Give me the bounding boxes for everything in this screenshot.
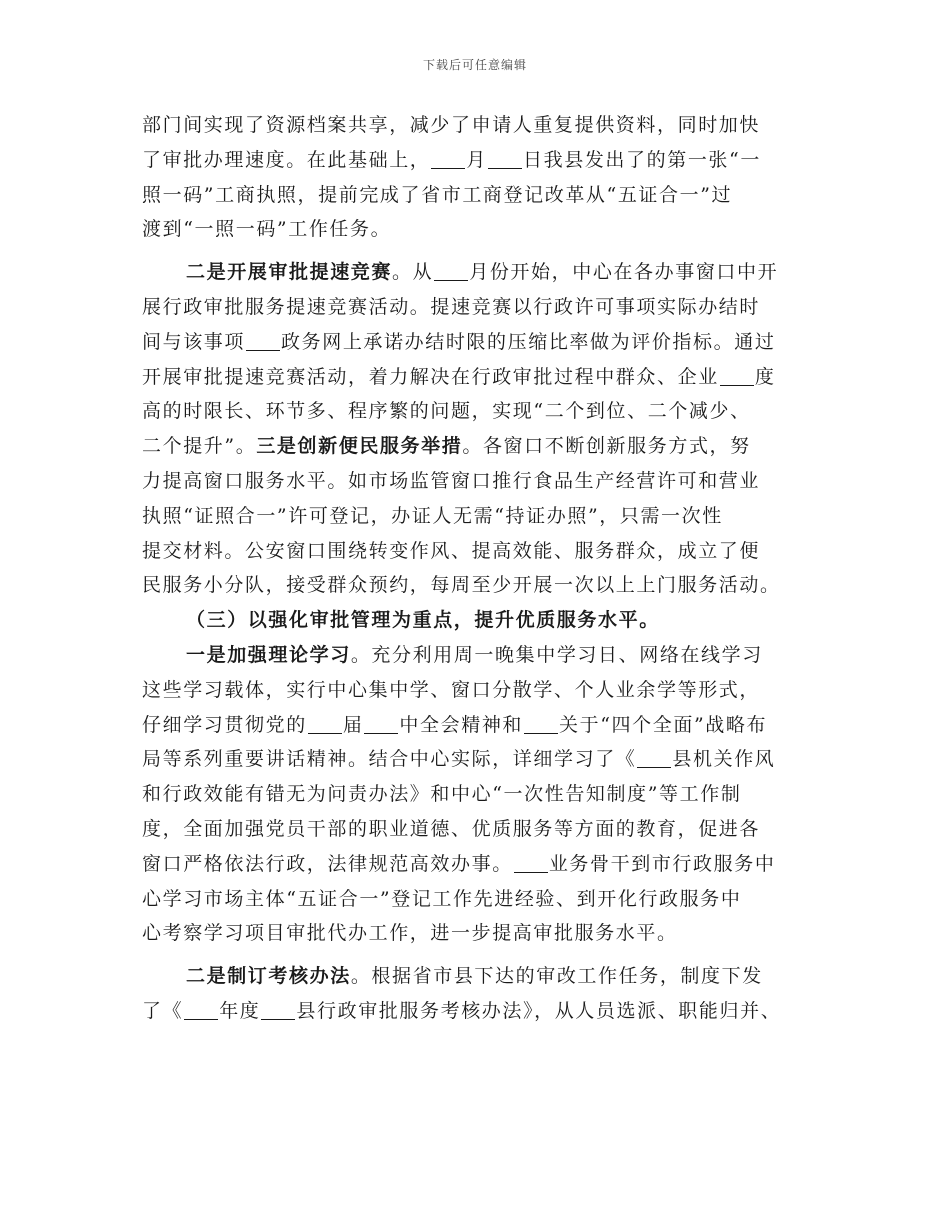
paragraph-line: 窗口严格依法行政，法律规范高效办事。 业务骨干到市行政服务中: [142, 852, 776, 875]
paragraph-line: 力提高窗口服务水平。如市场监管窗口推行食品生产经营许可和营业: [142, 469, 761, 492]
paragraph-line: 仔细学习贯彻党的 届 中全会精神和 关于“四个全面”战略布: [142, 713, 768, 736]
paragraph-line: 民服务小分队，接受群众预约，每周至少开展一次以上上门服务活动。: [142, 574, 781, 597]
paragraph-line: 展行政审批服务提速竞赛活动。提速竞赛以行政许可事项实际办结时: [142, 295, 761, 318]
bold-heading: 三是创新便民服务举措: [256, 435, 463, 458]
paragraph-line: 局等系列重要讲话精神。结合中心实际，详细学习了《 县机关作风: [142, 748, 776, 771]
paragraph-line: 间与该事项 政务网上承诺办结时限的压缩比率做为评价指标。通过: [142, 330, 776, 353]
paragraph-line: 渡到“一照一码”工作任务。: [142, 218, 392, 241]
paragraph-line: 执照“证照合一”许可登记，办证人无需“持证办照”，只需一次性: [142, 504, 723, 527]
paragraph-line: 度，全面加强党员干部的职业道德、优质服务等方面的教育，促进各: [142, 817, 761, 840]
paragraph-line: 和行政效能有错无为问责办法》和中心“一次性告知制度”等工作制: [142, 783, 742, 806]
blank-underline: [308, 713, 342, 734]
paragraph-line: 照一码”工商执照，提前完成了省市工商登记改革从“五证合一”过: [142, 183, 733, 206]
bold-heading: 二是制订考核办法: [186, 965, 351, 988]
bold-heading: 二是开展审批提速竞赛: [186, 261, 393, 284]
paragraph-line: 开展审批提速竞赛活动，着力解决在行政审批过程中群众、企业 度: [142, 365, 776, 388]
blank-underline: [637, 747, 671, 768]
blank-underline: [246, 330, 280, 351]
blank-underline: [514, 852, 548, 873]
blank-underline: [261, 999, 295, 1020]
bold-heading: 一是加强理论学习: [186, 643, 351, 666]
paragraph-line: 二个提升”。三是创新便民服务举措。各窗口不断创新服务方式，努: [142, 435, 751, 458]
paragraph-line: 提交材料。公安窗口围绕转变作风、提高效能、服务群众，成立了便: [142, 539, 761, 562]
blank-underline: [720, 365, 754, 386]
blank-underline: [524, 713, 558, 734]
paragraph-line: 二是开展审批提速竞赛。从 月份开始，中心在各办事窗口中开: [186, 261, 779, 284]
paragraph-line: 了审批办理速度。在此基础上， 月 日我县发出了的第一张“一: [142, 148, 761, 171]
document-body: [142, 108, 822, 1029]
blank-underline: [488, 148, 522, 169]
paragraph-line: 部门间实现了资源档案共享，减少了申请人重复提供资料，同时加快: [142, 114, 761, 136]
paragraph-line: 心考察学习项目审批代办工作，进一步提高审批服务水平。: [142, 922, 678, 945]
blank-underline: [434, 260, 468, 281]
paragraph-line: 这些学习载体，实行中心集中学、窗口分散学、个人业余学等形式，: [142, 678, 761, 701]
paragraph-line: 二是制订考核办法。根据省市县下达的审改工作任务，制度下发: [186, 965, 763, 988]
blank-underline: [184, 999, 218, 1020]
paragraph-line: 高的时限长、环节多、程序繁的问题，实现“二个到位、二个减少、: [142, 400, 751, 423]
paragraph-line: 一是加强理论学习。充分利用周一晚集中学习日、网络在线学习: [186, 643, 763, 666]
page-header-note: 下载后可任意编辑: [422, 58, 527, 72]
blank-underline: [364, 713, 398, 734]
paragraph-line: 心学习市场主体“五证合一”登记工作先进经验、到开化行政服务中: [142, 887, 742, 910]
section-heading: （三）以强化审批管理为重点，提升优质服务水平。: [186, 609, 660, 632]
blank-underline: [431, 148, 465, 169]
paragraph-line: 了《 年度 县行政审批服务考核办法》，从人员选派、职能归并、: [142, 999, 782, 1022]
